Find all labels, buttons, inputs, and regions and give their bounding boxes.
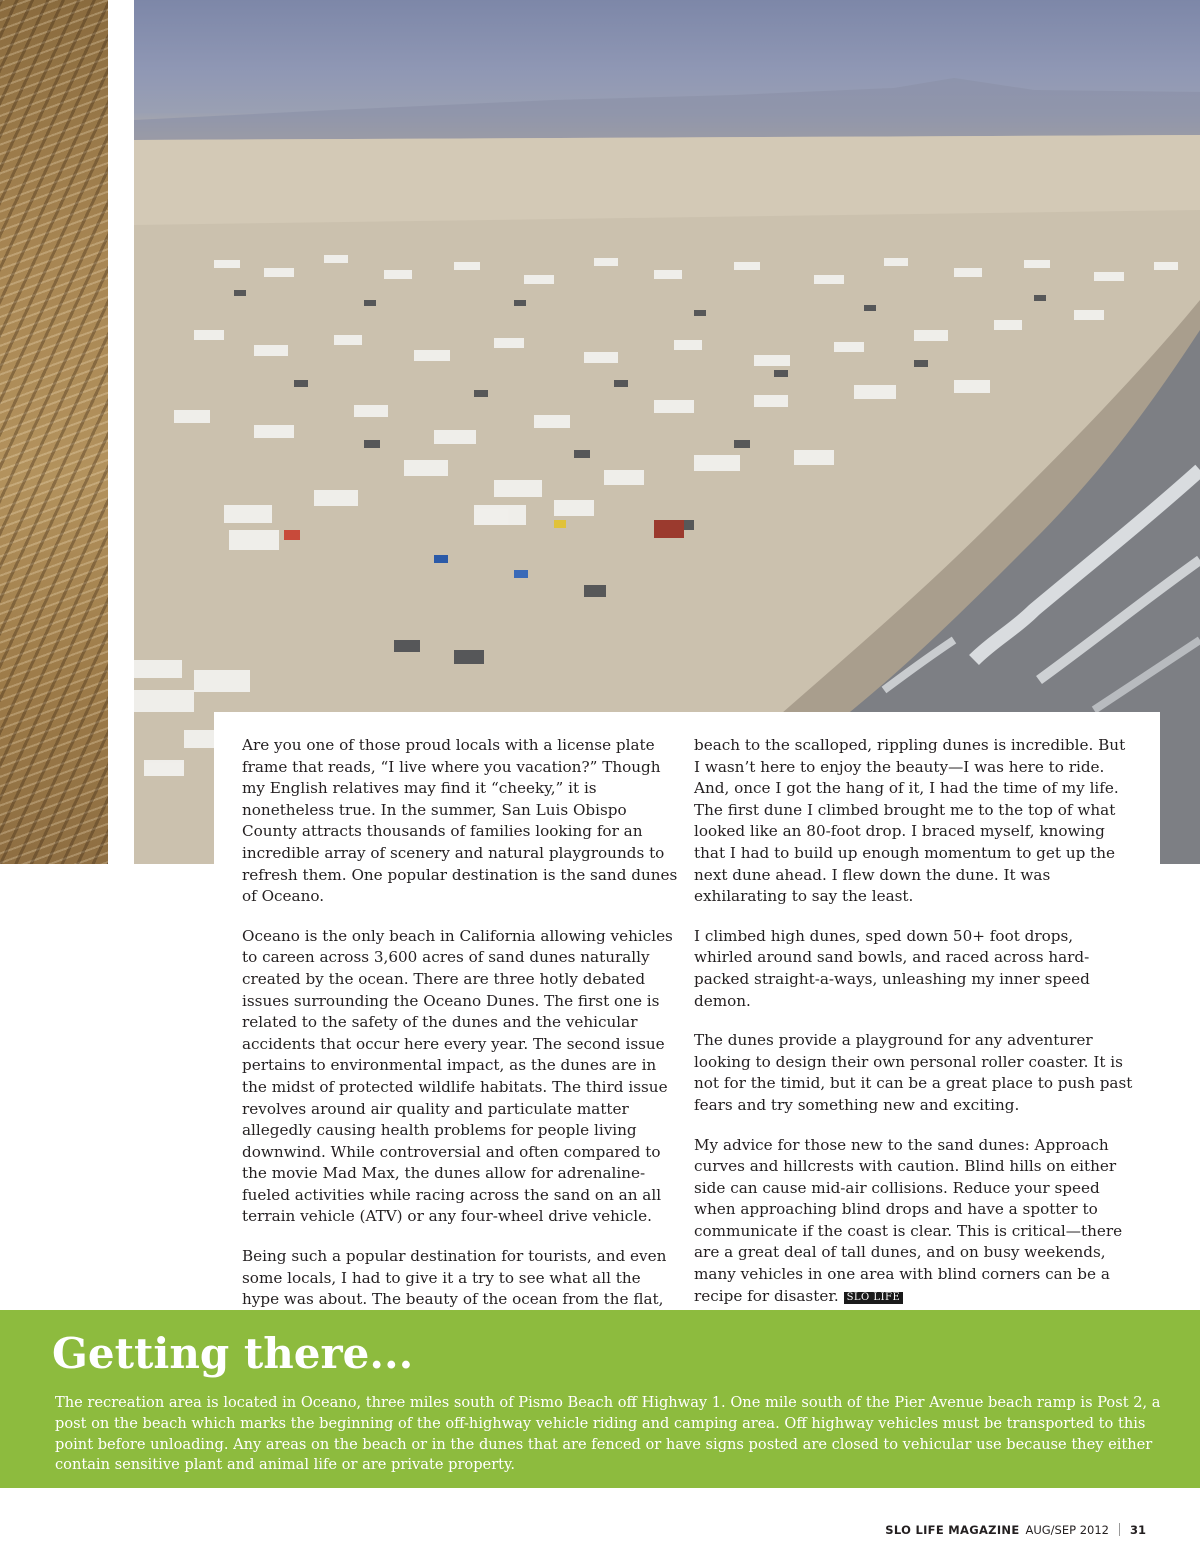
article-paragraph: Oceano is the only beach in California allowing vehicles to careen across 3,600 acres of sand dunes naturally created by the ocean. There are three hotly debated issues surrounding the Oceano Dunes. The first one is related to the safety of the dunes and the vehicular accidents that occur here every year. The second issue pertains to environmental impact, as the dunes are in the midst of protected wildlife habitats. The third issue revolves around air quality and particulate matter allegedly causing health problems for people living downwind. While controversial and often compared to the movie Mad Max, the dunes allow for adrenaline-fueled activities while racing across the sand on an all terrain vehicle (ATV) or any four-wheel drive vehicle. [242, 926, 673, 1226]
article-paragraph: beach to the scalloped, rippling dunes is incredible. But I wasn’t here to enjoy the beauty—I was here to ride. And, once I got the hang of it, I had the time of my life. The first dune I climbed brought me to the top of what looked like an 80-foot drop. I braced myself, knowing that I had to build up enough momentum to get up the next dune ahead. I flew down the dune. It was exhilarating to say the least. [694, 736, 1126, 906]
article-paragraph: Being such a popular destination for tourists, and even some locals, I had to give it a try to see what all the hype was about. The beauty of the ocean from the flat, [242, 1247, 667, 1309]
article-paragraph: I climbed high dunes, sped down 50+ foot drops, whirled around sand bowls, and raced across hard-packed straight-a-ways, unleashing my inner speed demon. [694, 926, 1090, 1010]
article-column-left [242, 735, 682, 1350]
article-paragraph-text: My advice for those new to the sand dunes: Approach curves and hillcrests with caution. Blind hills on either side can cause mid-air collisions. Reduce your speed when approaching blind drops and have a spotter to communicate if the coast is clear. This is critical—there are a great deal of tall dunes, and on busy weekends, many vehicles in one area with blind corners can be a recipe for disaster. [694, 1135, 1123, 1305]
article-paragraph: Are you one of those proud locals with a license plate frame that reads, “I live where you vacation?” Though my English relatives may find it “cheeky,” it is nonetheless true. In the summer, San Luis Obispo County attracts thousands of families looking for an incredible array of scenery and natural playgrounds to refresh them. One popular destination is the sand dunes of Oceano. [242, 736, 678, 906]
footer-divider [1119, 1523, 1120, 1536]
article-paragraph-final [694, 1135, 1134, 1308]
page-number: 31 [1129, 1523, 1146, 1537]
slo-life-end-tag: SLO LIFE [844, 1292, 904, 1304]
sidebar-body: The recreation area is located in Oceano, three miles south of Pismo Beach off Highway 1. One mile south of the Pier Avenue beach ramp is Post 2, a post on the beach which marks the beginning of the off-highway vehicle riding and camping area. Off highway vehicles must be transported to this point before unloading. Any areas on the beach or in the dunes that are fenced or have signs posted are closed to vehicular use because they either contain sensitive plant and animal life or are private property. [55, 1394, 1161, 1474]
sand-ripples-photo [0, 0, 108, 864]
issue-date: AUG/SEP 2012 [1025, 1523, 1109, 1537]
article-text-panel [214, 712, 1160, 1309]
article-paragraph: The dunes provide a playground for any adventurer looking to design their own personal roller coaster. It is not for the timid, but it can be a great place to push past fears and try something new and exciting. [694, 1031, 1133, 1114]
article-column-right [694, 735, 1134, 1325]
magazine-name: SLO LIFE MAGAZINE [885, 1523, 1020, 1537]
sidebar-title: Getting there... [52, 1329, 414, 1378]
page-footer [885, 1520, 1146, 1540]
getting-there-sidebar [0, 1310, 1200, 1488]
